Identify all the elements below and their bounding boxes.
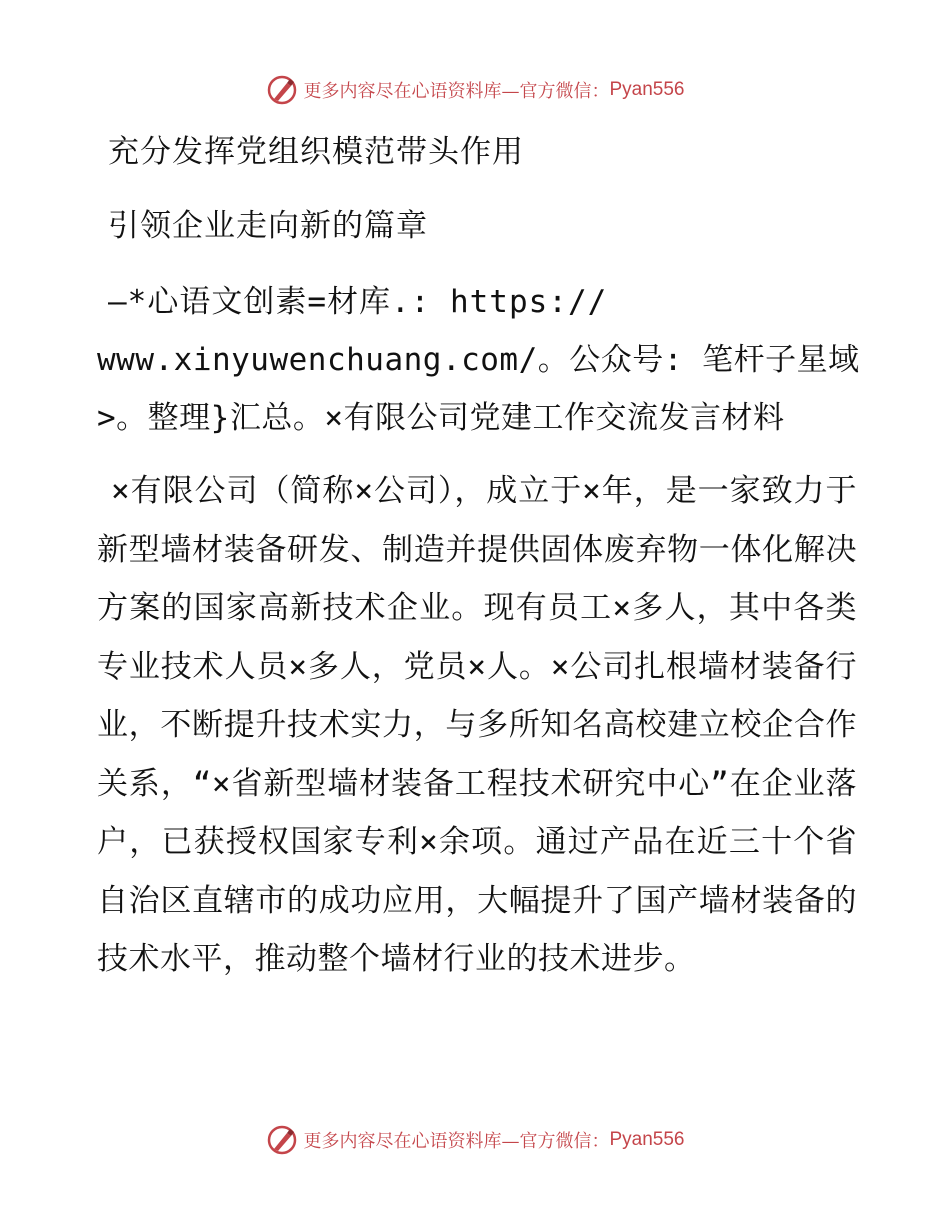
pen-logo-icon (265, 73, 299, 107)
title-line-2: 引领企业走向新的篇章 (108, 208, 428, 244)
title-line-3: —*心语文创素=材库.: https:// (108, 284, 608, 320)
banner-text: 更多内容尽在心语资料库—官方微信： (303, 81, 610, 102)
body-paragraph: ×有限公司（简称×公司），成立于×年，是一家致力于新型墙材装备研发、制造并提供固体废弃物一体化解决方案的国家高新技术企业。现有员工×多人，其中各类专业技术人员×多人，党员×人。×公司扎根墙材装备行业，不断提升技术实力，与多所知名高校建立校企合作关系，“×省新型墙材装备工程技术研究中心”在企业落户，已获授权国家专利×余项。通过产品在近三十个省自治区直辖市的成功应用，大幅提升了国产墙材装备的技术水平，推动整个墙材行业的技术进步。 (97, 473, 857, 977)
banner-wechat-id: Pyan556 (609, 1129, 685, 1150)
header-watermark-banner (0, 72, 950, 108)
footer-watermark-banner (0, 1122, 950, 1158)
pen-logo-icon (265, 1123, 299, 1157)
source-line-1: www.xinyuwenchuang.com/。公众号: 笔杆子星域 (97, 342, 860, 378)
source-line-2: >。整理}汇总。×有限公司党建工作交流发言材料 (97, 400, 785, 436)
banner-text: 更多内容尽在心语资料库—官方微信： (303, 1131, 610, 1152)
title-line-1: 充分发挥党组织模范带头作用 (108, 134, 524, 170)
banner-wechat-id: Pyan556 (609, 79, 685, 100)
